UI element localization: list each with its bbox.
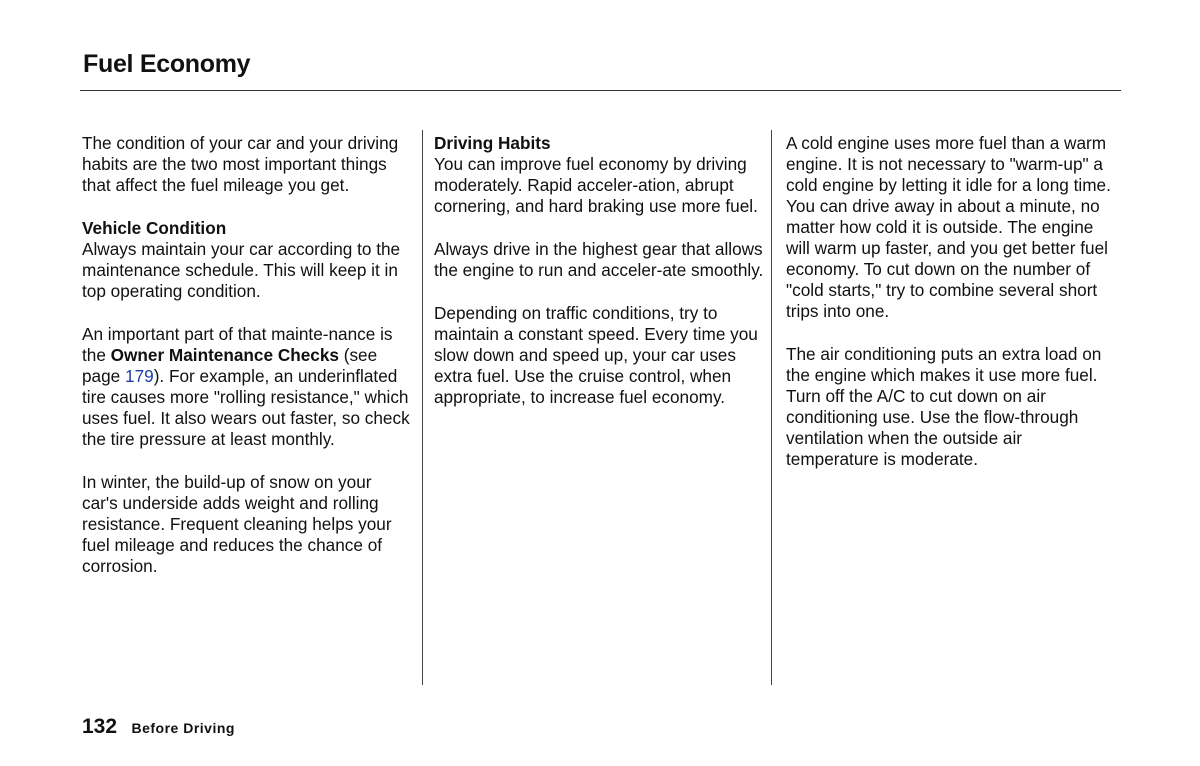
section-name: Before Driving — [131, 720, 235, 736]
cold-engine-paragraph: A cold engine uses more fuel than a warm engine. It is not necessary to "warm-up" a cold engine by letting it idle for a long time. You can drive away in about a minute, no matter how cold it is outside. The engine will warm up faster, and you get better fuel economy. To cut down on the number of "cold starts," try to combine several short trips into one. — [786, 133, 1111, 321]
intro-paragraph: The condition of your car and your driving habits are the two most important things that affect the fuel mileage you get. — [82, 133, 399, 195]
driving-habits-heading: Driving Habits — [434, 133, 551, 153]
highest-gear-paragraph: Always drive in the highest gear that allows the engine to run and acceler-ate smoothly. — [434, 239, 764, 280]
title-divider — [80, 90, 1121, 91]
winter-paragraph: In winter, the build-up of snow on your car's underside adds weight and rolling resistance. Frequent cleaning helps your fuel mileage and reduces the chance of corrosion. — [82, 472, 392, 576]
see-page-text: (see page — [82, 345, 378, 386]
maintenance-paragraph — [82, 324, 412, 450]
column-1 — [82, 133, 412, 599]
maintenance-text-end: ). For example, an underinflated tire causes more "rolling resistance," which uses fuel. It also wears out faster, so check the tire pressure at least monthly. — [82, 366, 410, 449]
column-3 — [786, 133, 1116, 492]
page-number: 132 — [82, 715, 118, 738]
maintenance-text-start: An important part of that mainte-nance is the — [82, 324, 393, 365]
air-conditioning-paragraph: The air conditioning puts an extra load on the engine which makes it use more fuel. Turn off the A/C to cut down on air conditioning use. Use the flow-through ventilation when the outside air temperature is moderate. — [786, 344, 1102, 469]
vehicle-condition-paragraph: Always maintain your car according to the maintenance schedule. This will keep it in top operating condition. — [82, 239, 401, 301]
column-divider-1 — [422, 130, 423, 685]
constant-speed-paragraph: Depending on traffic conditions, try to maintain a constant speed. Every time you slow down and speed up, your car uses extra fuel. Use the cruise control, when appropriate, to increase fuel economy. — [434, 303, 758, 407]
driving-habits-paragraph: You can improve fuel economy by driving moderately. Rapid acceler-ation, abrupt cornering, and hard braking use more fuel. — [434, 154, 758, 216]
column-divider-2 — [771, 130, 772, 685]
column-2 — [434, 133, 764, 430]
vehicle-condition-heading: Vehicle Condition — [82, 218, 227, 238]
page-title: Fuel Economy — [83, 50, 251, 78]
owner-maintenance-checks-term: Owner Maintenance Checks — [110, 345, 339, 365]
page-179-link[interactable]: 179 — [125, 366, 154, 386]
page-footer — [82, 715, 235, 739]
